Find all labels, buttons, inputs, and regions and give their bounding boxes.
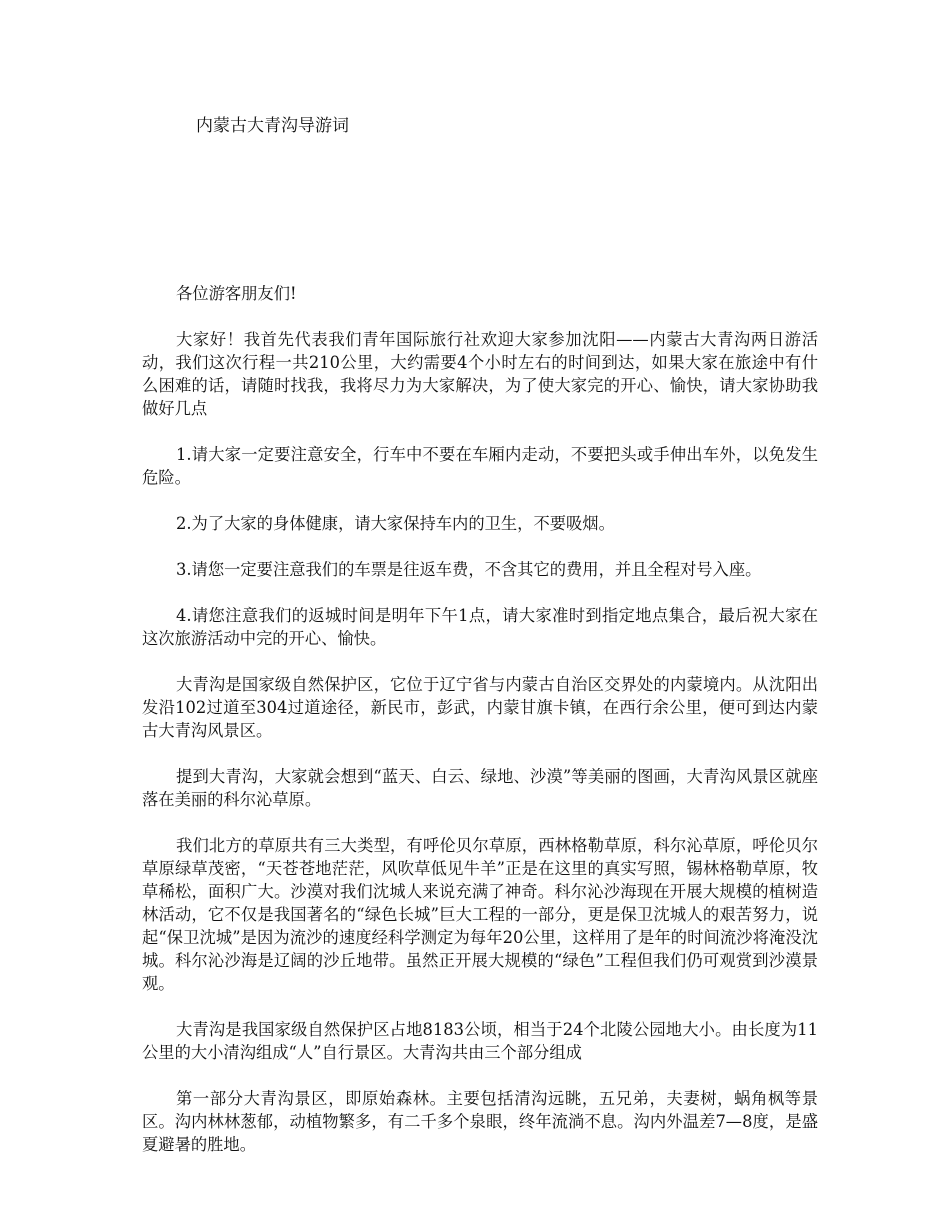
paragraph-greeting: 各位游客朋友们!: [176, 284, 297, 303]
paragraph-note-1: 1.请大家一定要注意安全，行车中不要在车厢内走动，不要把头或手伸出车外，以免发生危险。: [142, 445, 818, 487]
paragraph-grasslands: 我们北方的草原共有三大类型，有呼伦贝尔草原，西林格勒草原，科尔沁草原，呼伦贝尔草原绿草茂密，“天苍苍地茫茫，风吹草低见牛羊”正是在这里的真实写照，锡林格勒草原，牧草稀松，面积广大。沙漠对我们沈城人来说充满了神奇。科尔沁沙海现在开展大规模的植树造林活动，它不仅是我国著名的“绿色长城”巨大工程的一部分，更是保卫沈城人的艰苦努力，说起“保卫沈城”是因为流沙的速度经科学测定为每年20公里，这样用了是年的时间流沙将淹没沈城。科尔沁沙海是辽阔的沙丘地带。虽然正开展大规模的“绿色”工程但我们仍可观赏到沙漠景观。: [142, 836, 818, 993]
paragraph-reserve: 大青沟是我国家级自然保护区占地8183公顷，相当于24个北陵公园地大小。由长度为11公里的大小清沟组成“人”自行景区。大青沟共由三个部分组成: [142, 1020, 818, 1062]
paragraph-location: 大青沟是国家级自然保护区，它位于辽宁省与内蒙古自治区交界处的内蒙境内。从沈阳出发沿102过道至304过道途径，新民市，彭武，内蒙甘旗卡镇，在西行余公里，便可到达内蒙古大青沟风景区。: [142, 675, 818, 740]
paragraph-note-4: 4.请您注意我们的返城时间是明年下午1点，请大家准时到指定地点集合，最后祝大家在这次旅游活动中完的开心、愉快。: [142, 606, 818, 648]
paragraph-note-3: 3.请您一定要注意我们的车票是往返车费，不含其它的费用，并且全程对号入座。: [176, 560, 762, 579]
paragraph-part-one: 第一部分大青沟景区，即原始森林。主要包括清沟远眺，五兄弟，夫妻树，蜗角枫等景区。沟内林林葱郁，动植物繁多，有二千多个泉眼，终年流淌不息。沟内外温差7—8度，是盛夏避暑的胜地。: [142, 1089, 818, 1154]
document-title: 内蒙古大青沟导游词: [196, 116, 349, 136]
paragraph-note-2: 2.为了大家的身体健康，请大家保持车内的卫生，不要吸烟。: [176, 514, 615, 533]
document-body: [142, 282, 818, 1179]
paragraph-welcome: 大家好！我首先代表我们青年国际旅行社欢迎大家参加沈阳——内蒙古大青沟两日游活动，我们这次行程一共210公里，大约需要4个小时左右的时间到达，如果大家在旅途中有什么困难的话，请随时找我，我将尽力为大家解决，为了使大家完的开心、愉快，请大家协助我做好几点: [142, 330, 818, 418]
paragraph-scenery: 提到大青沟，大家就会想到“蓝天、白云、绿地、沙漠”等美丽的图画，大青沟风景区就座落在美丽的科尔沁草原。: [142, 767, 818, 809]
